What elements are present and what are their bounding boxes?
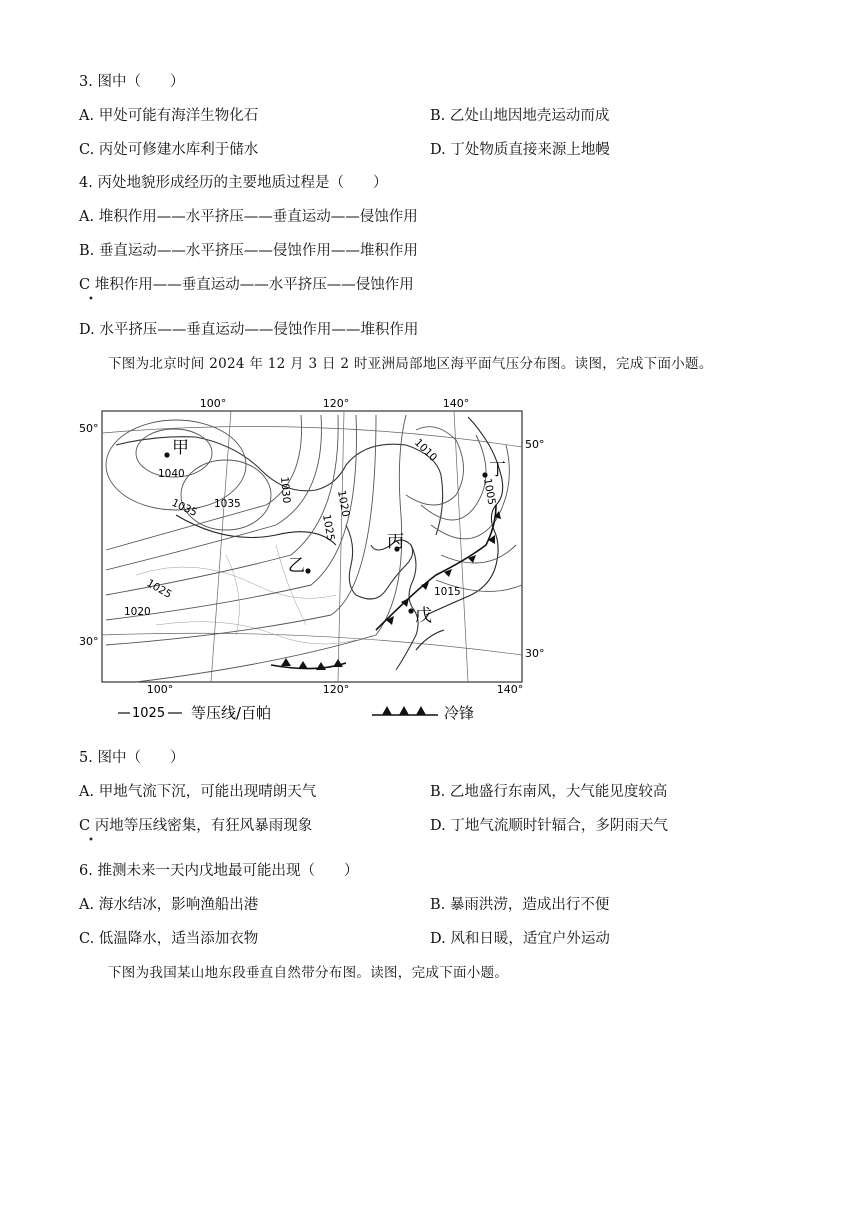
q5-option-b: B. 乙地盛行东南风，大气能见度较高 (430, 784, 668, 800)
stray-dot: • (88, 294, 94, 305)
isobar-label: 1020 (124, 606, 151, 618)
place-ding: 丁 (489, 460, 506, 480)
isobar-label: 1035 (214, 498, 241, 510)
isobar-label: 1020 (335, 489, 352, 518)
lat-left-30: 30° (79, 635, 99, 648)
q5-option-c: C 丙地等压线密集，有狂风暴雨现象 (79, 818, 313, 834)
pressure-map (76, 395, 546, 725)
lat-left-50: 50° (79, 422, 99, 435)
lon-top-140: 140° (442, 397, 470, 410)
isobar-label: 1005 (481, 477, 498, 506)
q6-option-c: C. 低温降水，适当添加衣物 (79, 931, 259, 947)
q6-stem: 6. 推测未来一天内戊地最可能出现（ ） (79, 863, 359, 879)
legend-isobar-label: 等压线/百帕 (191, 704, 272, 722)
q3-option-b: B. 乙处山地因地壳运动而成 (430, 108, 610, 124)
lat-right-50: 50° (525, 438, 545, 451)
isobar-label: 1035 (169, 496, 200, 520)
map-legend (118, 704, 474, 722)
q3-option-a: A. 甲处可能有海洋生物化石 (79, 108, 259, 124)
q3-stem: 3. 图中（ ） (79, 74, 185, 90)
place-wu: 戊 (415, 606, 432, 626)
lon-top-100: 100° (199, 397, 227, 410)
lat-right-30: 30° (525, 647, 545, 660)
q3-option-d: D. 丁处物质直接来源上地幔 (430, 142, 610, 158)
q3-option-c: C. 丙处可修建水库利于储水 (79, 142, 259, 158)
map-intro: 下图为北京时间 2024 年 12 月 3 日 2 时亚洲局部地区海平面气压分布图。读图，完成下面小题。 (108, 356, 713, 372)
q6-option-a: A. 海水结冰，影响渔船出港 (79, 897, 259, 913)
place-bing: 丙 (387, 532, 404, 552)
isobar-label: 1025 (144, 577, 174, 601)
q5-option-d: D. 丁地气流顺时针辐合，多阴雨天气 (430, 818, 668, 834)
q6-option-b: B. 暴雨洪涝，造成出行不便 (430, 897, 610, 913)
place-yi: 乙 (288, 556, 305, 576)
q4-option-b: B. 垂直运动——水平挤压——侵蚀作用——堆积作用 (79, 243, 418, 259)
isobar-label: 1030 (278, 476, 293, 504)
q5-option-a: A. 甲地气流下沉，可能出现晴朗天气 (79, 784, 317, 800)
q4-option-d: D. 水平挤压——垂直运动——侵蚀作用——堆积作用 (79, 322, 419, 338)
isobar-label: 1040 (158, 468, 185, 480)
next-intro: 下图为我国某山地东段垂直自然带分布图。读图，完成下面小题。 (108, 965, 509, 981)
place-jia: 甲 (172, 438, 189, 458)
q4-option-c: C 堆积作用——垂直运动——水平挤压——侵蚀作用 (79, 277, 414, 293)
lon-bottom-100: 100° (146, 683, 174, 696)
legend-isobar-sample: 1025 (132, 706, 166, 721)
lon-bottom-140: 140° (496, 683, 524, 696)
stray-dot: • (88, 835, 94, 846)
lon-bottom-120: 120° (322, 683, 350, 696)
q4-stem: 4. 丙处地貌形成经历的主要地质过程是（ ） (79, 175, 388, 191)
q6-option-d: D. 风和日暖，适宜户外运动 (430, 931, 610, 947)
lon-top-120: 120° (322, 397, 350, 410)
isobar-label: 1025 (320, 513, 337, 542)
isobar-label: 1015 (434, 586, 461, 598)
q4-option-a: A. 堆积作用——水平挤压——垂直运动——侵蚀作用 (79, 209, 418, 225)
legend-front-label: 冷锋 (444, 704, 475, 722)
q5-stem: 5. 图中（ ） (79, 750, 185, 766)
isobar-label: 1010 (411, 436, 440, 465)
